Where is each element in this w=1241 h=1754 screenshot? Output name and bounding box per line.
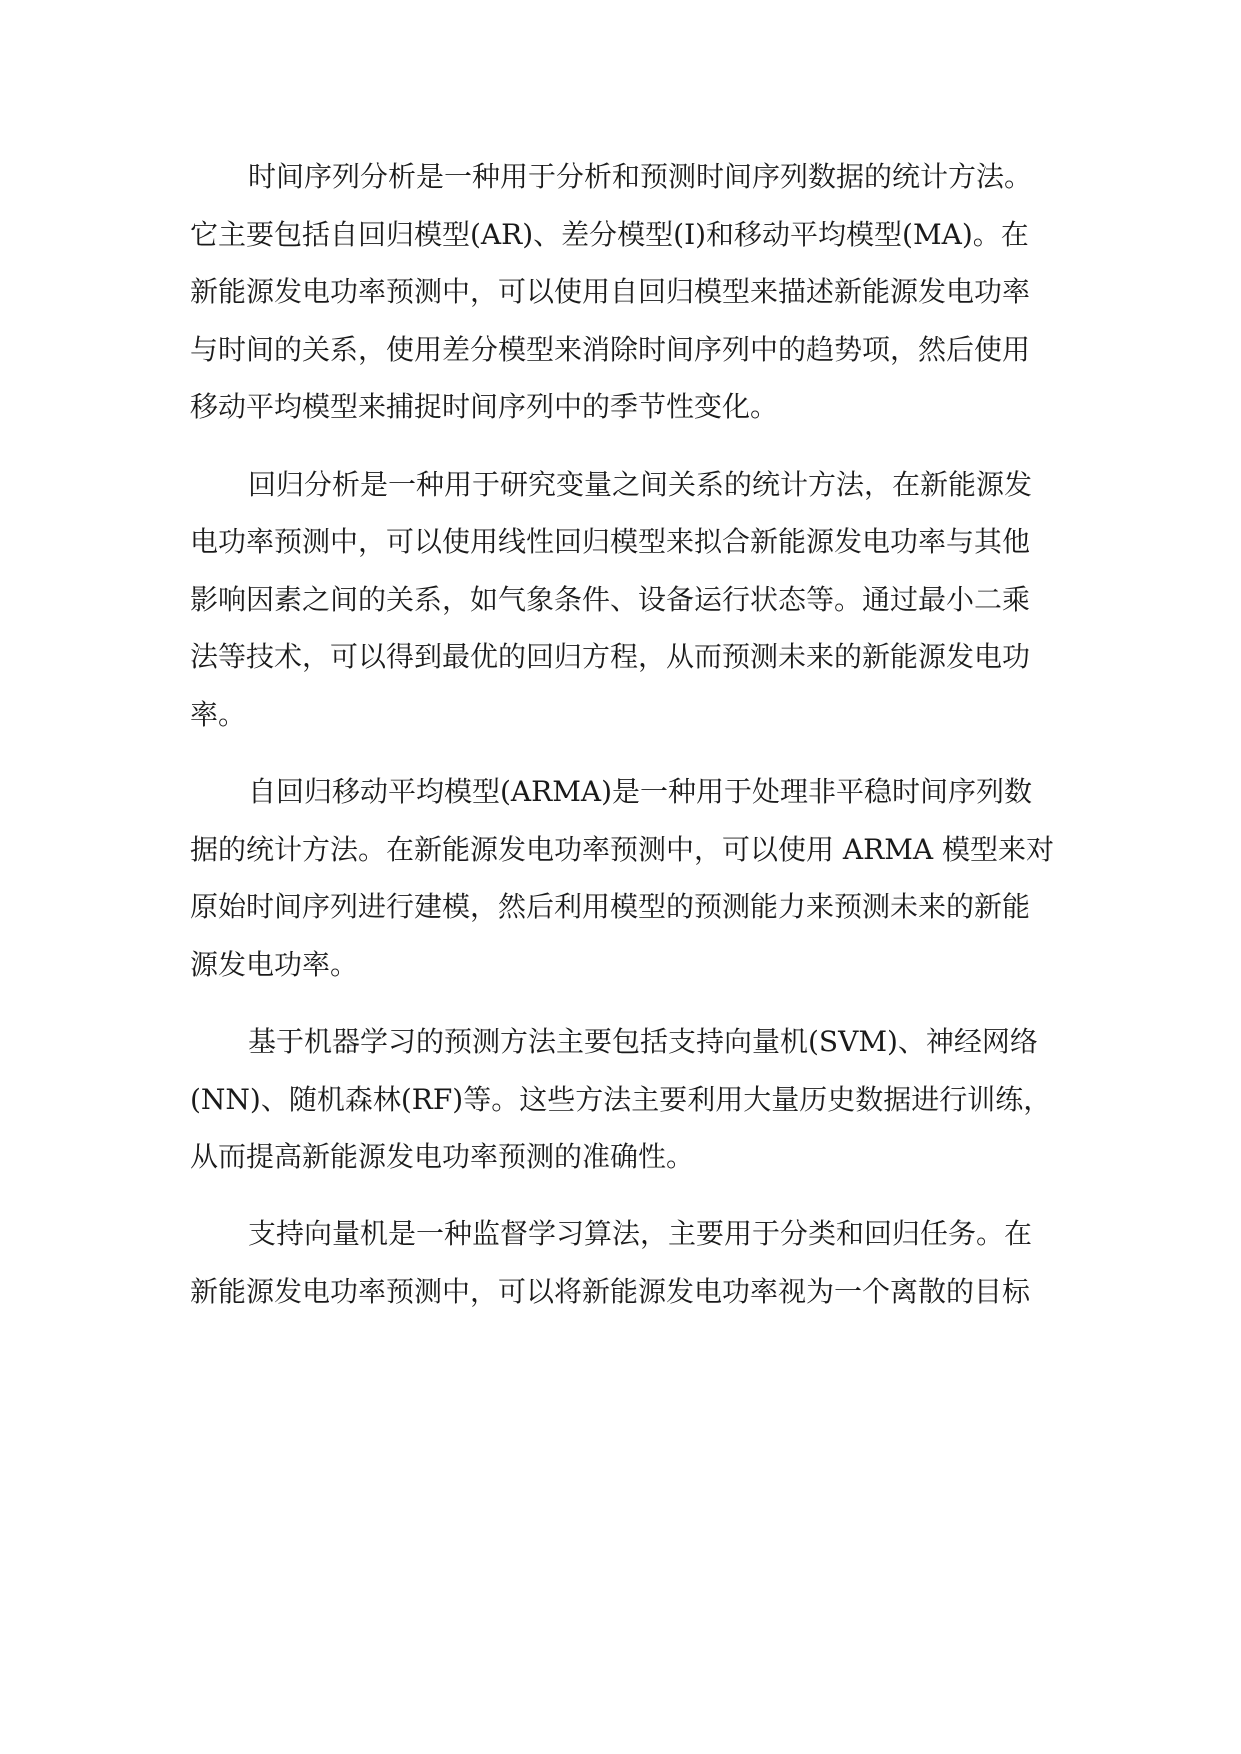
paragraph-line: (NN)、随机森林(RF)等。这些方法主要利用大量历史数据进行训练， xyxy=(190,1082,1052,1116)
paragraph-gap xyxy=(190,1186,1060,1206)
paragraph-line: 影响因素之间的关系，如气象条件、设备运行状态等。通过最小二乘 xyxy=(190,582,1031,616)
paragraph-gap xyxy=(190,994,1060,1014)
paragraph-line: 从而提高新能源发电功率预测的准确性。 xyxy=(190,1140,695,1174)
paragraph-line: 与时间的关系，使用差分模型来消除时间序列中的趋势项，然后使用 xyxy=(190,332,1031,366)
paragraph-line: 源发电功率。 xyxy=(190,947,359,981)
document-body xyxy=(190,148,1060,1321)
paragraph-line: 据的统计方法。在新能源发电功率预测中，可以使用 ARMA 模型来对 xyxy=(190,832,1054,866)
paragraph-line: 电功率预测中，可以使用线性回归模型来拟合新能源发电功率与其他 xyxy=(190,525,1031,559)
paragraph-line: 法等技术，可以得到最优的回归方程，从而预测未来的新能源发电功 xyxy=(190,640,1031,674)
paragraph xyxy=(190,763,1060,993)
paragraph-line: 新能源发电功率预测中，可以将新能源发电功率视为一个离散的目标 xyxy=(190,1275,1031,1309)
paragraph xyxy=(190,1013,1060,1186)
paragraph-line: 原始时间序列进行建模，然后利用模型的预测能力来预测未来的新能 xyxy=(190,890,1031,924)
paragraph-line: 它主要包括自回归模型(AR)、差分模型(I)和移动平均模型(MA)。在 xyxy=(190,217,1029,251)
paragraph-line: 移动平均模型来捕捉时间序列中的季节性变化。 xyxy=(190,390,779,424)
paragraph-line: 自回归移动平均模型(ARMA)是一种用于处理非平稳时间序列数 xyxy=(248,775,1033,809)
paragraph-line: 基于机器学习的预测方法主要包括支持向量机(SVM)、神经网络 xyxy=(248,1025,1038,1059)
paragraph xyxy=(190,456,1060,744)
paragraph-gap xyxy=(190,436,1060,456)
paragraph-line: 新能源发电功率预测中，可以使用自回归模型来描述新能源发电功率 xyxy=(190,275,1031,309)
paragraph-gap xyxy=(190,744,1060,764)
paragraph xyxy=(190,148,1060,436)
paragraph-line: 率。 xyxy=(190,697,247,731)
paragraph xyxy=(190,1205,1060,1320)
paragraph-line: 时间序列分析是一种用于分析和预测时间序列数据的统计方法。 xyxy=(248,160,1033,193)
paragraph-line: 支持向量机是一种监督学习算法，主要用于分类和回归任务。在 xyxy=(248,1217,1033,1251)
paragraph-line: 回归分析是一种用于研究变量之间关系的统计方法，在新能源发 xyxy=(248,467,1033,501)
